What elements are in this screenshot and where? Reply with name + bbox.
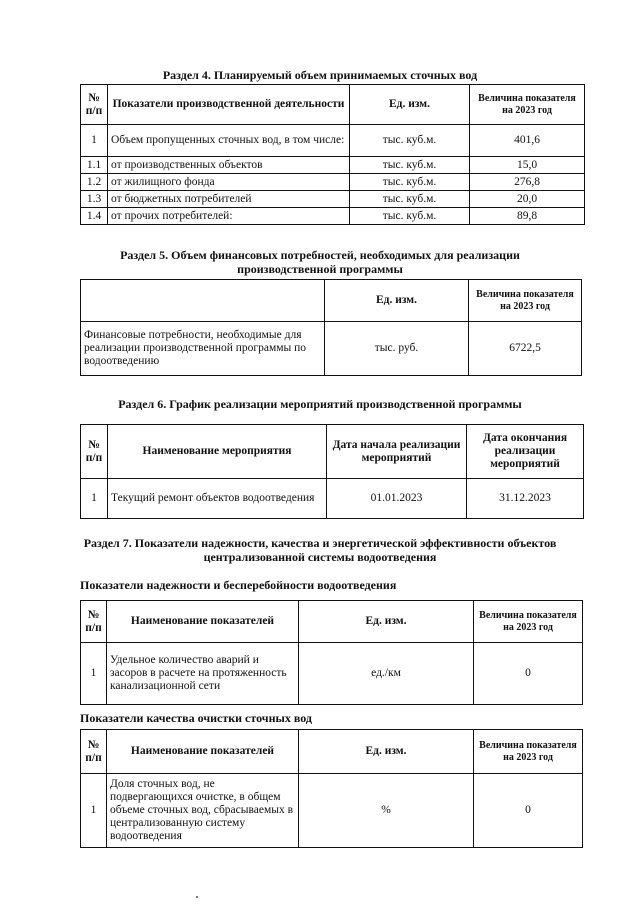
row-name: Удельное количество аварий и засоров в расчете на протяженность канализационной сети bbox=[107, 643, 299, 705]
row-value: 15,0 bbox=[470, 157, 585, 174]
row-unit: тыс. руб. bbox=[325, 322, 469, 376]
row-name: Текущий ремонт объектов водоотведения bbox=[108, 479, 327, 519]
row-num: 1.3 bbox=[81, 191, 108, 208]
row-unit: тыс. куб.м. bbox=[350, 157, 470, 174]
row-end: 31.12.2023 bbox=[467, 479, 584, 519]
header-num: № п/п bbox=[81, 425, 108, 479]
row-num: 1.2 bbox=[81, 174, 108, 191]
table-row bbox=[81, 191, 585, 208]
quality-table bbox=[80, 729, 583, 848]
row-num: 1.1 bbox=[81, 157, 108, 174]
row-value: 276,8 bbox=[470, 174, 585, 191]
row-unit: тыс. куб.м. bbox=[350, 191, 470, 208]
table-row bbox=[81, 774, 583, 848]
header-name: Наименование показателей bbox=[107, 601, 299, 643]
row-name: от производственных объектов bbox=[108, 157, 350, 174]
section4-title: Раздел 4. Планируемый объем принимаемых сточных вод bbox=[162, 68, 478, 82]
reliability-subtitle: Показатели надежности и бесперебойности водоотведения bbox=[80, 578, 397, 592]
row-unit: тыс. куб.м. bbox=[350, 125, 470, 157]
header-unit: Ед. изм. bbox=[325, 280, 469, 322]
row-value: 0 bbox=[474, 774, 583, 848]
table-row bbox=[81, 174, 585, 191]
table-header-row bbox=[81, 280, 582, 322]
header-value: Величина показателя на 2023 год bbox=[474, 730, 583, 774]
row-name: от прочих потребителей: bbox=[108, 208, 350, 225]
section4-table bbox=[80, 84, 585, 225]
section5-title-line1: Раздел 5. Объем финансовых потребностей, необходимых для реализации bbox=[120, 248, 520, 262]
section7-title-line1: Раздел 7. Показатели надежности, качества и энергетической эффективности объектов bbox=[83, 536, 557, 550]
row-value: 401,6 bbox=[470, 125, 585, 157]
header-num: № п/п bbox=[81, 601, 107, 643]
section6-table bbox=[80, 424, 584, 519]
header-value: Величина показателя на 2023 год bbox=[470, 85, 585, 125]
header-blank bbox=[81, 280, 325, 322]
header-indicator: Показатели производственной деятельности bbox=[108, 85, 350, 125]
section5-table bbox=[80, 279, 582, 376]
row-unit: % bbox=[299, 774, 474, 848]
row-num: 1.4 bbox=[81, 208, 108, 225]
row-name: от жилищного фонда bbox=[108, 174, 350, 191]
row-name: Финансовые потребности, необходимые для реализации производственной программы по водоотведению bbox=[81, 322, 325, 376]
section5-title-line2: производственной программы bbox=[237, 262, 403, 276]
row-num: 1 bbox=[81, 125, 108, 157]
scan-speck bbox=[196, 896, 198, 898]
row-num: 1 bbox=[81, 479, 108, 519]
table-row bbox=[81, 643, 583, 705]
header-start: Дата начала реализации мероприятий bbox=[327, 425, 467, 479]
row-num: 1 bbox=[81, 774, 107, 848]
section7-title-line2: централизованной системы водоотведения bbox=[203, 550, 437, 564]
quality-subtitle: Показатели качества очистки сточных вод bbox=[80, 711, 312, 725]
table-header-row bbox=[81, 601, 583, 643]
header-unit: Ед. изм. bbox=[299, 601, 474, 643]
row-value: 0 bbox=[474, 643, 583, 705]
table-row bbox=[81, 157, 585, 174]
header-value: Величина показателя на 2023 год bbox=[469, 280, 582, 322]
row-name: Доля сточных вод, не подвергающихся очистке, в общем объеме сточных вод, сбрасываемых в централизованную систему водоотведения bbox=[107, 774, 299, 848]
row-start: 01.01.2023 bbox=[327, 479, 467, 519]
table-header-row bbox=[81, 425, 584, 479]
table-row bbox=[81, 208, 585, 225]
row-num: 1 bbox=[81, 643, 107, 705]
table-header-row bbox=[81, 85, 585, 125]
table-row bbox=[81, 125, 585, 157]
table-row bbox=[81, 479, 584, 519]
row-value: 20,0 bbox=[470, 191, 585, 208]
header-name: Наименование мероприятия bbox=[108, 425, 327, 479]
header-unit: Ед. изм. bbox=[350, 85, 470, 125]
header-end: Дата окончания реализации мероприятий bbox=[467, 425, 584, 479]
header-num: № п/п bbox=[81, 85, 108, 125]
row-name: Объем пропущенных сточных вод, в том числе: bbox=[108, 125, 350, 157]
header-value: Величина показателя на 2023 год bbox=[474, 601, 583, 643]
section6-title: Раздел 6. График реализации мероприятий производственной программы bbox=[118, 397, 522, 411]
table-row bbox=[81, 322, 582, 376]
header-unit: Ед. изм. bbox=[299, 730, 474, 774]
row-unit: тыс. куб.м. bbox=[350, 208, 470, 225]
row-value: 6722,5 bbox=[469, 322, 582, 376]
header-num: № п/п bbox=[81, 730, 107, 774]
header-name: Наименование показателей bbox=[107, 730, 299, 774]
row-value: 89,8 bbox=[470, 208, 585, 225]
reliability-table bbox=[80, 600, 583, 705]
row-unit: тыс. куб.м. bbox=[350, 174, 470, 191]
row-name: от бюджетных потребителей bbox=[108, 191, 350, 208]
table-header-row bbox=[81, 730, 583, 774]
row-unit: ед./км bbox=[299, 643, 474, 705]
